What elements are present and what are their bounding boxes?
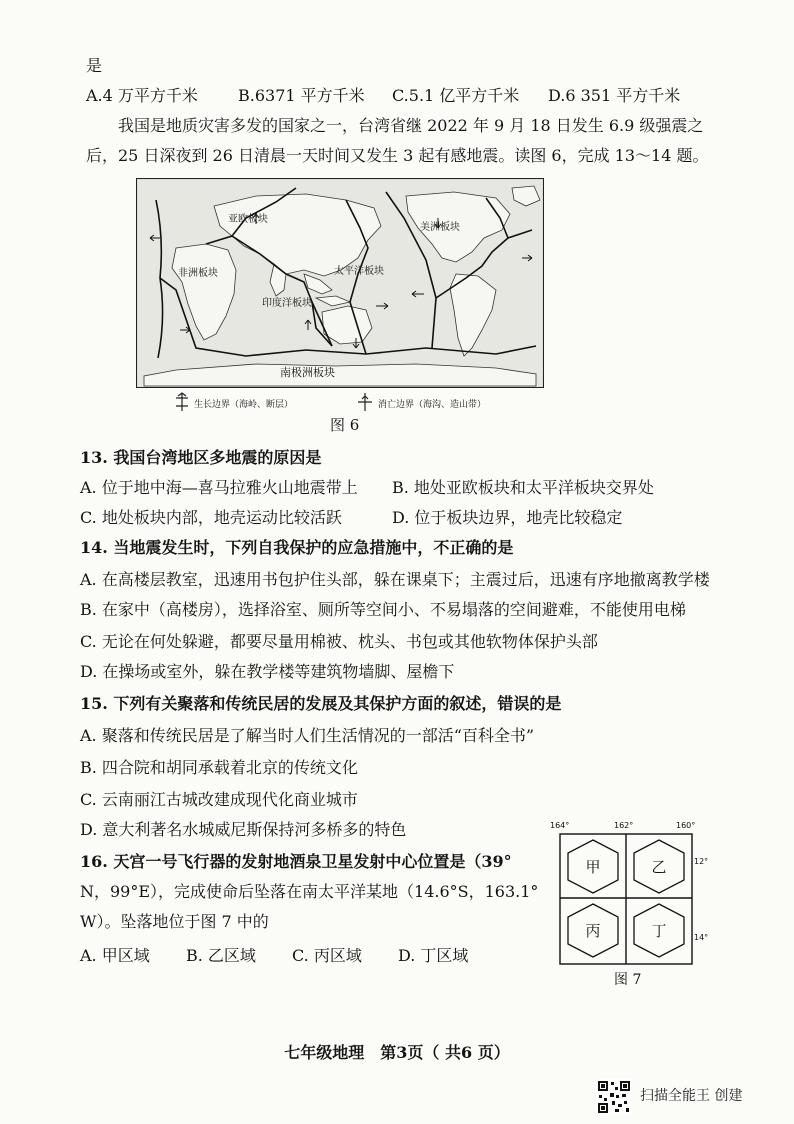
scanner-watermark: 扫描全能王 创建 [640, 1088, 743, 1104]
legend-subduction-boundary: 消亡边界（海沟、造山带） [378, 400, 487, 410]
q13-option-b: B. 地处亚欧板块和太平洋板块交界处 [392, 478, 654, 497]
q15-stem: 15. 下列有关聚落和传统民居的发展及其保护方面的叙述，错误的是 [80, 694, 562, 713]
q13-option-a: A. 位于地中海—喜马拉雅火山地震带上 [80, 478, 358, 497]
label-african-plate: 非洲板块 [178, 268, 218, 279]
question-continuation: 是 [86, 56, 103, 75]
q15-option-d: D. 意大利著名水城威尼斯保持河多桥多的特色 [80, 820, 407, 839]
plate-boundary-map [136, 178, 544, 388]
lat-label-12: 12° [694, 857, 709, 866]
label-indian-plate: 印度洋板块 [262, 298, 312, 309]
q16-option-b: B. 乙区域 [186, 946, 256, 965]
q16-line-2: N，99°E），完成使命后坠落在南太平洋某地（14.6°S，163.1° [80, 882, 539, 901]
q14-option-d: D. 在操场或室外，躲在教学楼等建筑物墙脚、屋檐下 [80, 662, 455, 681]
label-pacific-plate: 太平洋板块 [334, 266, 384, 277]
lon-label-164: 164° [550, 821, 570, 830]
lon-label-162: 162° [614, 821, 634, 830]
q15-option-c: C. 云南丽江古城改建成现代化商业城市 [80, 790, 358, 809]
lon-label-160: 160° [676, 821, 696, 830]
label-american-plate: 美洲板块 [420, 222, 460, 233]
label-eurasian-plate: 亚欧板块 [228, 214, 268, 225]
q16-line-3: W）。坠落地位于图 7 中的 [80, 912, 269, 931]
intro-line-2: 后，25 日深夜到 26 日清晨一天时间又发生 3 起有感地震。读图 6，完成 13～14 题。 [86, 146, 709, 165]
label-antarctic-plate: 南极洲板块 [280, 366, 335, 379]
subduction-boundary-icon [356, 392, 374, 412]
cell-bing: 丙 [585, 922, 601, 940]
q16-option-d: D. 丁区域 [398, 946, 469, 965]
q12-option-b: B.6371 平方千米 [238, 86, 365, 105]
growing-boundary-icon [174, 392, 190, 412]
qr-code-icon [596, 1079, 632, 1115]
q12-option-d: D.6 351 平方千米 [548, 86, 681, 105]
cell-ding: 丁 [651, 922, 667, 940]
page-footer: 七年级地理 第3页（ 共6 页） [284, 1043, 510, 1062]
q15-option-a: A. 聚落和传统民居是了解当时人们生活情况的一部活“百科全书” [80, 726, 535, 745]
lat-lon-grid-figure [548, 818, 720, 990]
q14-option-c: C. 无论在何处躲避，都要尽量用棉被、枕头、书包或其他软物体保护头部 [80, 632, 598, 651]
q16-line-1: 16. 天宫一号飞行器的发射地酒泉卫星发射中心位置是（39° [80, 852, 512, 871]
q15-option-b: B. 四合院和胡同承载着北京的传统文化 [80, 758, 358, 777]
q12-option-a: A.4 万平方千米 [86, 86, 198, 105]
q13-option-d: D. 位于板块边界，地壳比较稳定 [392, 508, 623, 527]
cell-yi: 乙 [651, 858, 667, 876]
q13-option-c: C. 地处板块内部，地壳运动比较活跃 [80, 508, 342, 527]
lat-label-14: 14° [694, 933, 709, 942]
q16-option-c: C. 丙区域 [292, 946, 362, 965]
q16-option-a: A. 甲区域 [80, 946, 150, 965]
q14-option-b: B. 在家中（高楼房），选择浴室、厕所等空间小、不易塌落的空间避难，不能使用电梯 [80, 600, 686, 619]
figure6-caption: 图 6 [330, 416, 360, 434]
q14-option-a: A. 在高楼层教室，迅速用书包护住头部，躲在课桌下；主震过后，迅速有序地撤离教学楼 [80, 570, 710, 589]
cell-jia: 甲 [585, 858, 601, 876]
q13-stem: 13. 我国台湾地区多地震的原因是 [80, 448, 322, 467]
q14-stem: 14. 当地震发生时，下列自我保护的应急措施中，不正确的是 [80, 538, 514, 557]
figure7-caption: 图 7 [614, 972, 642, 988]
legend-growing-boundary: 生长边界（海岭、断层） [194, 400, 294, 410]
intro-line-1: 我国是地质灾害多发的国家之一，台湾省继 2022 年 9 月 18 日发生 6.9 级强震之 [118, 116, 704, 135]
q12-option-c: C.5.1 亿平方千米 [392, 86, 520, 105]
